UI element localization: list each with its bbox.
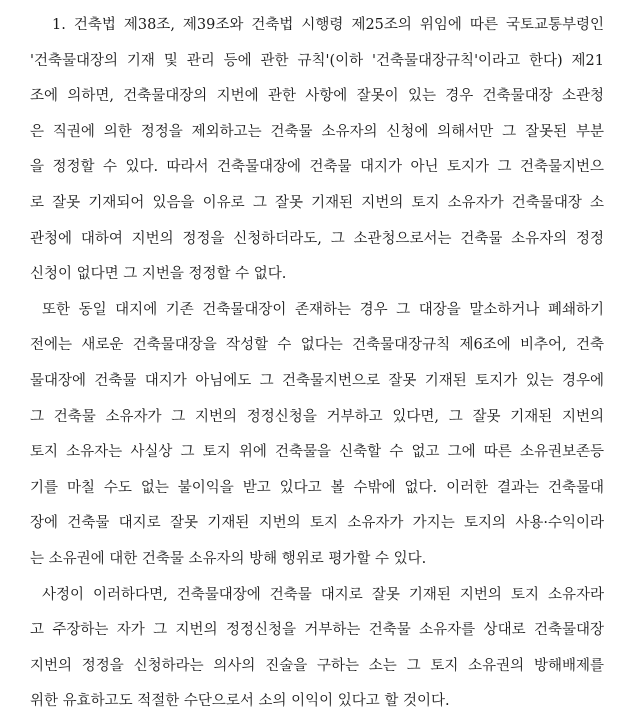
text-line: '건축물대장의 기재 및 관리 등에 관한 규칙'(이하 '건축물대장규칙'이라고 한다) 제21 <box>30 52 604 69</box>
text-line: 신청이 없다면 그 지번을 정정할 수 없다. <box>30 266 287 283</box>
text-line: 또한 동일 대지에 기존 건축물대장이 존재하는 경우 그 대장을 말소하거나 폐쇄하기 <box>42 301 604 318</box>
text-line: 지번의 정정을 신청하라는 의사의 진술을 구하는 소는 그 토지 소유권의 방해배제를 <box>30 657 604 674</box>
text-line: 을 정정할 수 있다. 따라서 건축물대장에 건축물 대지가 아닌 토지가 그 건축물지번으 <box>30 159 604 176</box>
text-line: 장에 건축물 대지로 잘못 기재된 지번의 토지 소유자가 가지는 토지의 사용·수익이라 <box>30 515 604 532</box>
text-line: 로 잘못 기재되어 있음을 이유로 그 잘못 기재된 지번의 토지 소유자가 건축물대장 소 <box>30 194 604 211</box>
text-line: 사정이 이러하다면, 건축물대장에 건축물 대지로 잘못 기재된 지번의 토지 소유자라 <box>42 586 604 603</box>
text-line: 기를 마칠 수도 없는 불이익을 받고 있다고 볼 수밖에 없다. 이러한 결과는 건축물대 <box>30 479 604 496</box>
text-line: 고 주장하는 자가 그 지번의 정정신청을 거부하는 건축물 소유자를 상대로 건축물대장 <box>30 622 604 639</box>
text-line: 토지 소유자는 사실상 그 토지 위에 건축물을 신축할 수 없고 그에 따른 소유권보존등 <box>30 444 604 461</box>
text-line: 은 직권에 의한 정정을 제외하고는 건축물 소유자의 신청에 의해서만 그 잘못된 부분 <box>30 123 604 140</box>
text-line: 관청에 대하여 지번의 정정을 신청하더라도, 그 소관청으로서는 건축물 소유자의 정정 <box>30 230 604 247</box>
text-line: 위한 유효하고도 적절한 수단으로서 소의 이익이 있다고 할 것이다. <box>30 693 450 710</box>
text-line: 물대장에 건축물 대지가 아님에도 그 건축물지번으로 잘못 기재된 토지가 있는 경우에 <box>30 372 604 389</box>
text-line: 전에는 새로운 건축물대장을 작성할 수 없다는 건축물대장규칙 제6조에 비추어, 건축 <box>30 337 604 354</box>
text-line: 는 소유권에 대한 건축물 소유자의 방해 행위로 평가할 수 있다. <box>30 550 427 567</box>
text-line: 그 건축물 소유자가 그 지번의 정정신청을 거부하고 있다면, 그 잘못 기재된 지번의 <box>30 408 604 425</box>
text-line: 조에 의하면, 건축물대장의 지번에 관한 사항에 잘못이 있는 경우 건축물대장 소관청 <box>30 88 604 105</box>
paragraph-2 <box>30 293 604 578</box>
paragraph-1 <box>30 8 604 293</box>
text-line: 1. 건축법 제38조, 제39조와 건축법 시행령 제25조의 위임에 따른 국토교통부령인 <box>52 17 604 33</box>
paragraph-3 <box>30 578 604 720</box>
